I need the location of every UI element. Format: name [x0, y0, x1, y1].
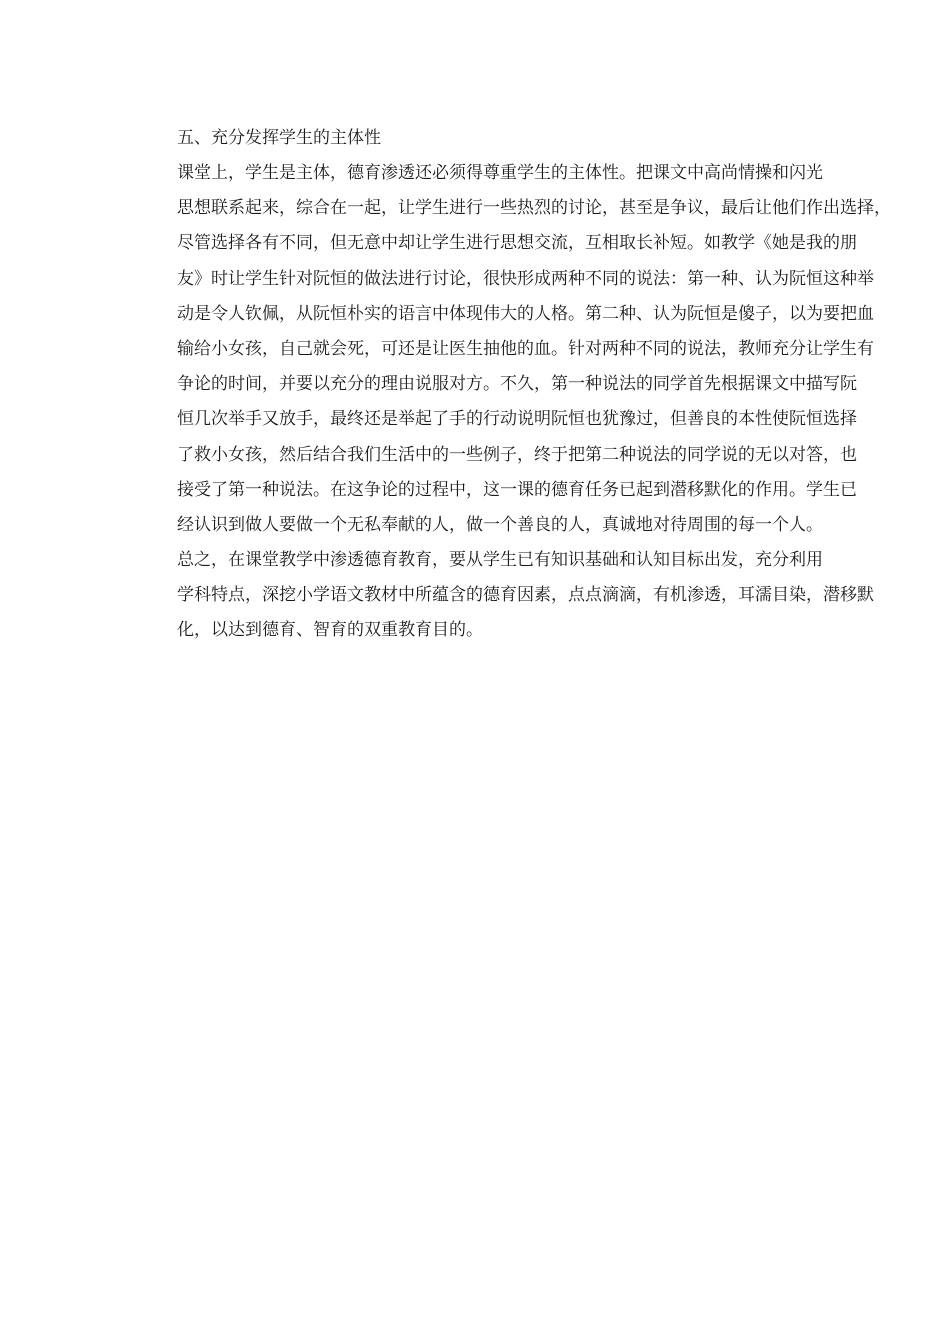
paragraph-line: 总之，在课堂教学中渗透德育教育，要从学生已有知识基础和认知目标出发，充分利用	[177, 550, 823, 571]
paragraph-line: 课堂上，学生是主体，德育渗透还必须得尊重学生的主体性。把课文中高尚情操和闪光	[177, 163, 823, 183]
paragraph-line: 动是令人钦佩，从阮恒朴实的语言中体现伟大的人格。第二种、认为阮恒是傻子，以为要把血	[177, 303, 874, 324]
paragraph-line: 接受了第一种说法。在这争论的过程中，这一课的德育任务已起到潜移默化的作用。学生已	[177, 479, 857, 500]
paragraph-line: 友》时让学生针对阮恒的做法进行讨论，很快形成两种不同的说法：第一种、认为阮恒这种举	[177, 268, 874, 289]
paragraph-line: 争论的时间，并要以充分的理由说服对方。不久，第一种说法的同学首先根据课文中描写阮	[177, 374, 857, 395]
paragraph-line: 经认识到做人要做一个无私奉献的人，做一个善良的人，真诚地对待周围的每一个人。	[177, 514, 823, 535]
paragraph-line: 恒几次举手又放手，最终还是举起了手的行动说明阮恒也犹豫过，但善良的本性使阮恒选择	[177, 409, 857, 430]
paragraph-line: 思想联系起来，综合在一起，让学生进行一些热烈的讨论，甚至是争议，最后让他们作出选择，	[177, 198, 891, 219]
paragraph-line: 输给小女孩，自己就会死，可还是让医生抽他的血。针对两种不同的说法，教师充分让学生有	[177, 338, 874, 359]
paragraph-line: 了救小女孩，然后结合我们生活中的一些例子，终于把第二种说法的同学说的无以对答，也	[177, 444, 857, 465]
paragraph-conclusion	[143, 543, 874, 649]
section-heading: 五、充分发挥学生的主体性	[177, 128, 381, 148]
document-body	[143, 120, 891, 649]
paragraph-line: 化，以达到德育、智育的双重教育目的。	[177, 620, 483, 641]
paragraph-line: 尽管选择各有不同，但无意中却让学生进行思想交流，互相取长补短。如教学《她是我的朋	[177, 233, 857, 254]
paragraph-student-subjectivity	[143, 156, 891, 543]
paragraph-line: 学科特点，深挖小学语文教材中所蕴含的德育因素，点点滴滴，有机渗透，耳濡目染，潜移默	[177, 585, 874, 606]
